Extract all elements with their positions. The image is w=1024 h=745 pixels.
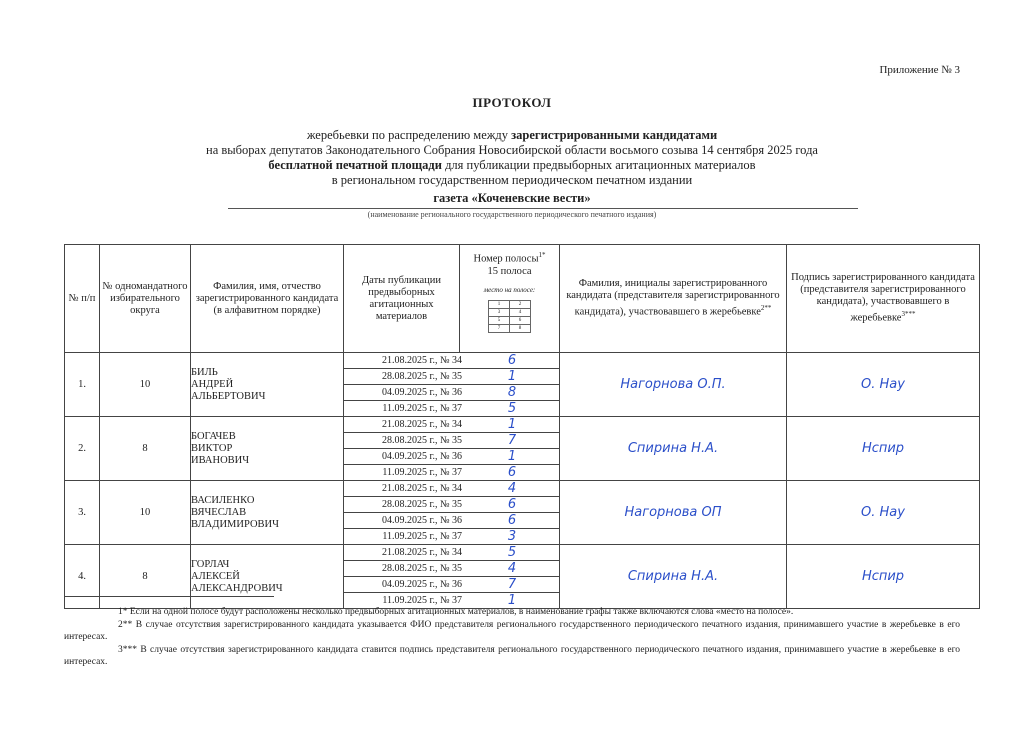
grid-cell: 3 (489, 308, 510, 316)
page-number: 5 (507, 401, 517, 416)
table-row (65, 353, 980, 417)
header-sig-sup: 3*** (901, 310, 916, 319)
page-number: 1 (465, 417, 559, 433)
header-sig-label: Подпись зарегистрированного кандидата (представителя зарегистрированного кандидата), участвовавшего в жеребьевке (791, 272, 975, 324)
footnote-3: 3*** В случае отсутствия зарегистрированного кандидата ставится подпись представителя регионального государственного периодического печатного издания, принимавшего участие в жеребьевке в его интересах. (64, 645, 960, 667)
fio-patronymic: АЛЕКСАНДРОВИЧ (191, 582, 283, 594)
row-okrug: 8 (100, 545, 191, 609)
header-line-1-text: жеребьевки по распределению между (306, 128, 512, 142)
document-title: ПРОТОКОЛ (472, 95, 552, 110)
page-number: 6 (507, 465, 517, 480)
header-line-2: на выборах депутатов Законодательного Собрания Новосибирской области восьмого созыва 14 сентября 2025 года (206, 143, 818, 157)
header-line-3-bold: бесплатной печатной площади (268, 158, 442, 172)
date-cell: 11.09.2025 г., № 37 (382, 595, 462, 606)
fio-patronymic: ИВАНОВИЧ (191, 454, 250, 466)
header-rep-label: Фамилия, инициалы зарегистрированного кандидата (представителя зарегистрированного кандидата), участвовавшего в жеребьевке (566, 278, 780, 318)
date-cell: 04.09.2025 г., № 36 (344, 513, 465, 529)
signature: Нспир (787, 545, 980, 609)
fio-patronymic: ВЛАДИМИРОВИЧ (191, 518, 279, 530)
fio-name: ВЯЧЕСЛАВ (191, 506, 247, 518)
row-okrug: 10 (100, 353, 191, 417)
date-cell: 28.08.2025 г., № 35 (344, 369, 465, 385)
row-num: 3. (65, 481, 100, 545)
date-cell: 04.09.2025 г., № 36 (344, 385, 465, 401)
fio-name: АЛЕКСЕЙ (191, 570, 240, 582)
handwritten-rep: Нагорнова ОП (560, 481, 787, 545)
row-okrug: 10 (100, 481, 191, 545)
header-line-4: в региональном государственном периодическом печатном издании (331, 173, 693, 187)
newspaper-rule (228, 208, 858, 209)
date-cell: 21.08.2025 г., № 34 (344, 481, 465, 497)
date-cell: 28.08.2025 г., № 35 (344, 497, 465, 513)
row-fio (191, 545, 344, 609)
row-num: 1. (65, 353, 100, 417)
handwritten-rep: Нагорнова О.П. (560, 353, 787, 417)
table-header-row (65, 245, 980, 353)
page-number: 5 (465, 545, 559, 561)
header-rep (560, 245, 787, 353)
header-line-1 (0, 128, 1024, 143)
header-sig (787, 245, 980, 353)
table-row (65, 481, 980, 545)
draw-table (64, 244, 980, 609)
header-page-sup: 1* (538, 251, 546, 259)
fio-surname: ВАСИЛЕНКО (191, 494, 255, 506)
date-cell: 21.08.2025 г., № 34 (344, 417, 465, 433)
footnote-2: 2** В случае отсутствия зарегистрированного кандидата указывается ФИО представителя регионального государственного периодического печатного издания, принимавшего участие в жеребьевке в его интересах. (64, 620, 960, 642)
page-number: 1 (465, 449, 559, 465)
page-number: 6 (465, 353, 559, 369)
page-number: 6 (465, 513, 559, 529)
date-cell: 11.09.2025 г., № 37 (382, 403, 462, 414)
newspaper-name: газета «Коченевские вести» (433, 191, 591, 205)
fio-patronymic: АЛЬБЕРТОВИЧ (191, 390, 266, 402)
header-fio: Фамилия, имя, отчество зарегистрированного кандидата (в алфавитном порядке) (191, 245, 344, 353)
header-okrug: № одномандатного избирательного округа (100, 245, 191, 353)
grid-cell: 4 (510, 308, 531, 316)
fio-surname: БОГАЧЕВ (191, 430, 236, 442)
newspaper-caption: (наименование регионального государственного периодического печатного издания) (367, 210, 657, 219)
header-line-3-text: для публикации предвыборных агитационных материалов (441, 158, 756, 172)
fio-name: ВИКТОР (191, 442, 233, 454)
header-line-3 (0, 158, 1024, 173)
page-number: 1 (507, 593, 517, 608)
row-fio (191, 481, 344, 545)
row-num: 4. (65, 545, 100, 609)
fio-name: АНДРЕЙ (191, 378, 234, 390)
grid-cell: 1 (489, 300, 510, 308)
date-cell: 21.08.2025 г., № 34 (344, 545, 465, 561)
page-number: 4 (465, 481, 559, 497)
footnote-rule (64, 596, 274, 597)
header-num: № п/п (65, 245, 100, 353)
row-fio (191, 417, 344, 481)
handwritten-rep: Спирина Н.А. (560, 545, 787, 609)
page-number: 3 (507, 529, 517, 544)
date-cell: 04.09.2025 г., № 36 (344, 449, 465, 465)
row-okrug: 8 (100, 417, 191, 481)
date-cell: 11.09.2025 г., № 37 (382, 467, 462, 478)
row-num: 2. (65, 417, 100, 481)
grid-cell: 5 (489, 316, 510, 324)
grid-cell: 2 (510, 300, 531, 308)
header-dates: Даты публикации предвыборных агитационных материалов (344, 245, 460, 353)
row-dates-pages (344, 481, 560, 545)
fio-surname: ГОРЛАЧ (191, 558, 230, 570)
signature: О. Нау (787, 481, 980, 545)
page-number: 1 (465, 369, 559, 385)
row-dates-pages (344, 417, 560, 481)
date-cell: 21.08.2025 г., № 34 (344, 353, 465, 369)
row-dates-pages (344, 353, 560, 417)
page-number: 7 (465, 577, 559, 593)
fio-surname: БИЛЬ (191, 366, 218, 378)
row-dates-pages (344, 545, 560, 609)
date-cell: 28.08.2025 г., № 35 (344, 561, 465, 577)
date-cell: 04.09.2025 г., № 36 (344, 577, 465, 593)
table-row (65, 545, 980, 609)
page-number: 4 (465, 561, 559, 577)
page-number: 8 (465, 385, 559, 401)
grid-cell: 7 (489, 324, 510, 332)
grid-cell: 6 (510, 316, 531, 324)
header-page-sub: 15 полоса (487, 265, 532, 277)
date-cell: 28.08.2025 г., № 35 (344, 433, 465, 449)
header-rep-sup: 2** (760, 304, 772, 313)
header-page-label: Номер полосы (473, 253, 539, 265)
page-number: 7 (465, 433, 559, 449)
footnote-1: 1* Если на одной полосе будут расположены несколько предвыборных агитационных материалов, в наименование графы также включаются слова «место на полосе». (118, 607, 794, 617)
grid-cell: 8 (510, 324, 531, 332)
signature: Нспир (787, 417, 980, 481)
header-page (460, 245, 560, 353)
date-cell: 11.09.2025 г., № 37 (382, 531, 462, 542)
handwritten-rep: Спирина Н.А. (560, 417, 787, 481)
signature: О. Нау (787, 353, 980, 417)
appendix-label: Приложение № 3 (879, 64, 960, 76)
page-number: 6 (465, 497, 559, 513)
page-place-grid (488, 300, 531, 333)
header-line-1-bold: зарегистрированными кандидатами (511, 128, 718, 142)
header-page-place: место на полосе: (483, 285, 536, 294)
row-fio (191, 353, 344, 417)
table-row (65, 417, 980, 481)
